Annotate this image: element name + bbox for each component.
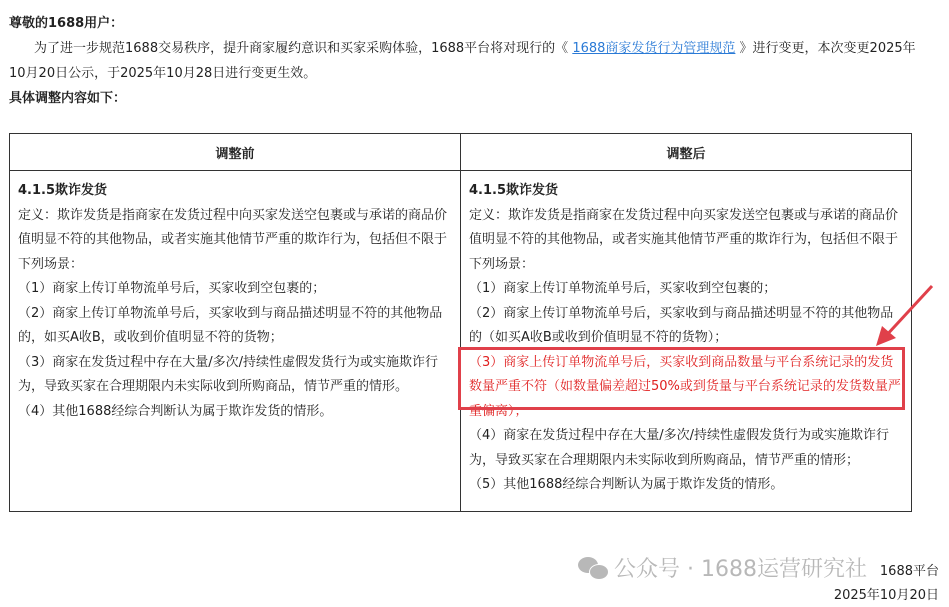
after-cell bbox=[461, 171, 912, 512]
signature-date: 2025年10月20日 bbox=[833, 588, 939, 603]
greeting: 尊敬的1688用户： bbox=[9, 16, 124, 31]
watermark-text: 公众号 · 1688运营研究社 bbox=[614, 557, 867, 582]
watermark bbox=[578, 552, 867, 583]
intro-text: 为了进一步规范1688交易秩序，提升商家履约意识和买家采购体验，1688平台将对现行的《 bbox=[34, 41, 569, 56]
after-definition: 定义：欺诈发货是指商家在发货过程中向买家发送空包裹或与承诺的商品价值明显不符的其他物品，或者实施其他情节严重的欺诈行为，包括但不限于下列场景： bbox=[469, 207, 899, 272]
after-item-highlighted: （3）商家上传订单物流单号后，买家收到商品数量与平台系统记录的发货数量严重不符（如数量偏差超过50%或到货量与平台系统记录的发货数量严重偏离）； bbox=[469, 354, 901, 419]
before-item: （4）其他1688经综合判断认为属于欺诈发货的情形。 bbox=[18, 403, 333, 419]
intro-text-2: 》进行变更，本次变更2025年 bbox=[739, 41, 916, 56]
after-item: （5）其他1688经综合判断认为属于欺诈发货的情形。 bbox=[469, 477, 784, 492]
rules-link[interactable]: 1688商家发货行为管理规范 bbox=[572, 41, 736, 56]
header-after: 调整后 bbox=[461, 134, 912, 171]
before-title: 4.1.5欺诈发货 bbox=[18, 183, 108, 198]
intro-paragraph bbox=[34, 37, 916, 56]
after-item: （4）商家在发货过程中存在大量/多次/持续性虚假发货行为或实施欺诈行为，导致买家在合理期限内未实际收到所购商品，情节严重的情形； bbox=[469, 428, 890, 468]
after-item: （2）商家上传订单物流单号后，买家收到与商品描述明显不符的其他物品的（如买A收B或收到价值明显不符的货物）； bbox=[469, 305, 894, 345]
before-item: （2）商家上传订单物流单号后，买家收到与商品描述明显不符的其他物品的，如买A收B，或收到价值明显不符的货物； bbox=[18, 305, 443, 345]
header-before: 调整前 bbox=[10, 134, 461, 171]
after-title: 4.1.5欺诈发货 bbox=[469, 183, 559, 198]
before-item: （1）商家上传订单物流单号后，买家收到空包裹的； bbox=[18, 281, 326, 296]
wechat-icon bbox=[578, 557, 608, 579]
before-definition: 定义：欺诈发货是指商家在发货过程中向买家发送空包裹或与承诺的商品价值明显不符的其他物品，或者实施其他情节严重的欺诈行为，包括但不限于下列场景： bbox=[18, 207, 448, 272]
details-heading: 具体调整内容如下： bbox=[9, 91, 127, 106]
signature-org: 1688平台 bbox=[879, 564, 939, 579]
arrow-icon bbox=[870, 280, 940, 350]
after-item: （1）商家上传订单物流单号后，买家收到空包裹的； bbox=[469, 281, 777, 296]
intro-line-2: 10月20日公示，于2025年10月28日进行变更生效。 bbox=[9, 66, 317, 81]
before-cell bbox=[10, 171, 461, 512]
before-item: （3）商家在发货过程中存在大量/多次/持续性虚假发货行为或实施欺诈行为，导致买家在合理期限内未实际收到所购商品，情节严重的情形。 bbox=[18, 354, 439, 394]
highlight-box bbox=[458, 347, 905, 410]
comparison-table bbox=[9, 133, 912, 512]
